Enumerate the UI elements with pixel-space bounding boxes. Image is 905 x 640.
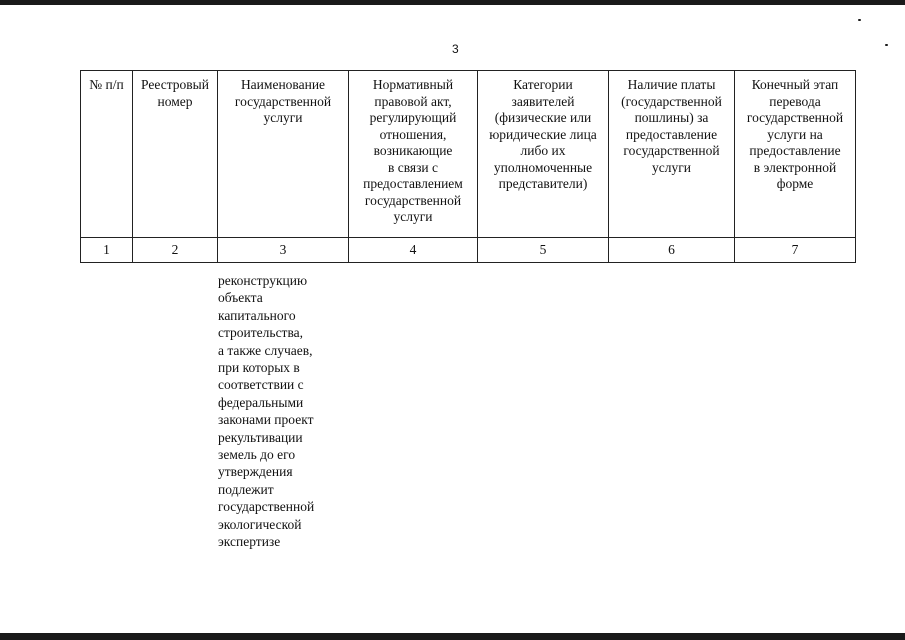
continuation-line: объекта bbox=[218, 290, 263, 306]
continuation-line: экспертизе bbox=[218, 534, 281, 550]
header-cell-registry-number bbox=[133, 71, 218, 238]
continuation-line: земель до его bbox=[218, 447, 296, 463]
page-number: 3 bbox=[452, 42, 459, 56]
continuation-line: капитального bbox=[218, 307, 296, 323]
header-line: государственной bbox=[623, 143, 720, 158]
header-line: Наличие платы bbox=[627, 77, 716, 92]
table-header-row bbox=[81, 71, 856, 238]
scan-edge-bottom bbox=[0, 633, 905, 640]
continuation-line: при которых в bbox=[218, 360, 300, 376]
header-line: (физические или bbox=[494, 110, 592, 125]
header-line: правовой акт, bbox=[374, 93, 452, 109]
header-line: Категории bbox=[513, 77, 573, 92]
header-line: Нормативный bbox=[372, 77, 454, 92]
continuation-line: федеральными bbox=[218, 394, 304, 410]
service-name-continuation bbox=[218, 272, 348, 551]
header-cell-legal-act bbox=[349, 71, 478, 238]
header-line: регулирующий bbox=[369, 110, 457, 125]
header-line: государственной bbox=[364, 192, 462, 208]
column-number-cell: 2 bbox=[133, 238, 218, 263]
header-line: Наименование bbox=[240, 77, 326, 92]
continuation-line: утверждения bbox=[218, 464, 293, 480]
scan-speck bbox=[885, 44, 888, 46]
header-line: услуги bbox=[393, 209, 433, 224]
continuation-line: законами проект bbox=[218, 412, 314, 428]
scan-edge-top bbox=[0, 0, 905, 5]
header-line: услуги bbox=[263, 110, 303, 125]
header-line: представители) bbox=[498, 176, 588, 191]
header-line: Реестровый bbox=[141, 77, 209, 92]
header-line: услуги bbox=[652, 159, 691, 175]
header-cell-fee bbox=[609, 71, 735, 238]
header-line: предоставление bbox=[749, 143, 841, 158]
header-line: форме bbox=[776, 176, 814, 191]
header-line: № п/п bbox=[89, 77, 124, 92]
continuation-line: реконструкцию bbox=[218, 273, 308, 288]
header-line: номер bbox=[157, 93, 193, 109]
header-line: в связи с bbox=[387, 159, 439, 175]
header-line: заявителей bbox=[511, 93, 575, 109]
header-line: перевода bbox=[769, 93, 821, 109]
column-number-cell: 7 bbox=[735, 238, 856, 263]
header-cell-applicant-categories bbox=[478, 71, 609, 238]
header-cell-final-stage bbox=[735, 71, 856, 238]
column-number-cell: 1 bbox=[81, 238, 133, 263]
continuation-line: государственной bbox=[218, 499, 315, 515]
header-cell-number bbox=[81, 71, 133, 238]
continuation-line: соответствии с bbox=[218, 377, 304, 393]
header-line: государственной bbox=[234, 93, 332, 109]
column-number-cell: 4 bbox=[349, 238, 478, 263]
continuation-line: а также случаев, bbox=[218, 342, 313, 358]
header-line: возникающие bbox=[373, 143, 453, 158]
header-line: юридические лица bbox=[489, 126, 597, 142]
header-line: в электронной bbox=[753, 159, 837, 175]
header-line: либо их bbox=[520, 143, 566, 158]
column-number-cell: 5 bbox=[478, 238, 609, 263]
header-line: предоставлением bbox=[363, 176, 463, 191]
scan-speck bbox=[858, 19, 861, 21]
header-line: (государственной bbox=[621, 93, 722, 109]
continuation-line: подлежит bbox=[218, 481, 274, 497]
header-line: государственной bbox=[746, 110, 844, 125]
header-line: предоставление bbox=[625, 126, 718, 142]
header-line: уполномоченные bbox=[493, 159, 593, 175]
header-line: Конечный этап bbox=[751, 77, 839, 92]
header-line: услуги на bbox=[767, 126, 823, 142]
header-line: отношения, bbox=[379, 126, 447, 142]
header-line: пошлины) за bbox=[634, 110, 709, 125]
column-number-cell: 3 bbox=[218, 238, 349, 263]
continuation-line: строительства, bbox=[218, 325, 304, 341]
column-number-row bbox=[81, 238, 856, 263]
continuation-line: экологической bbox=[218, 516, 302, 532]
services-table bbox=[80, 70, 856, 263]
header-cell-service-name bbox=[218, 71, 349, 238]
column-number-cell: 6 bbox=[609, 238, 735, 263]
continuation-line: рекультивации bbox=[218, 429, 303, 445]
